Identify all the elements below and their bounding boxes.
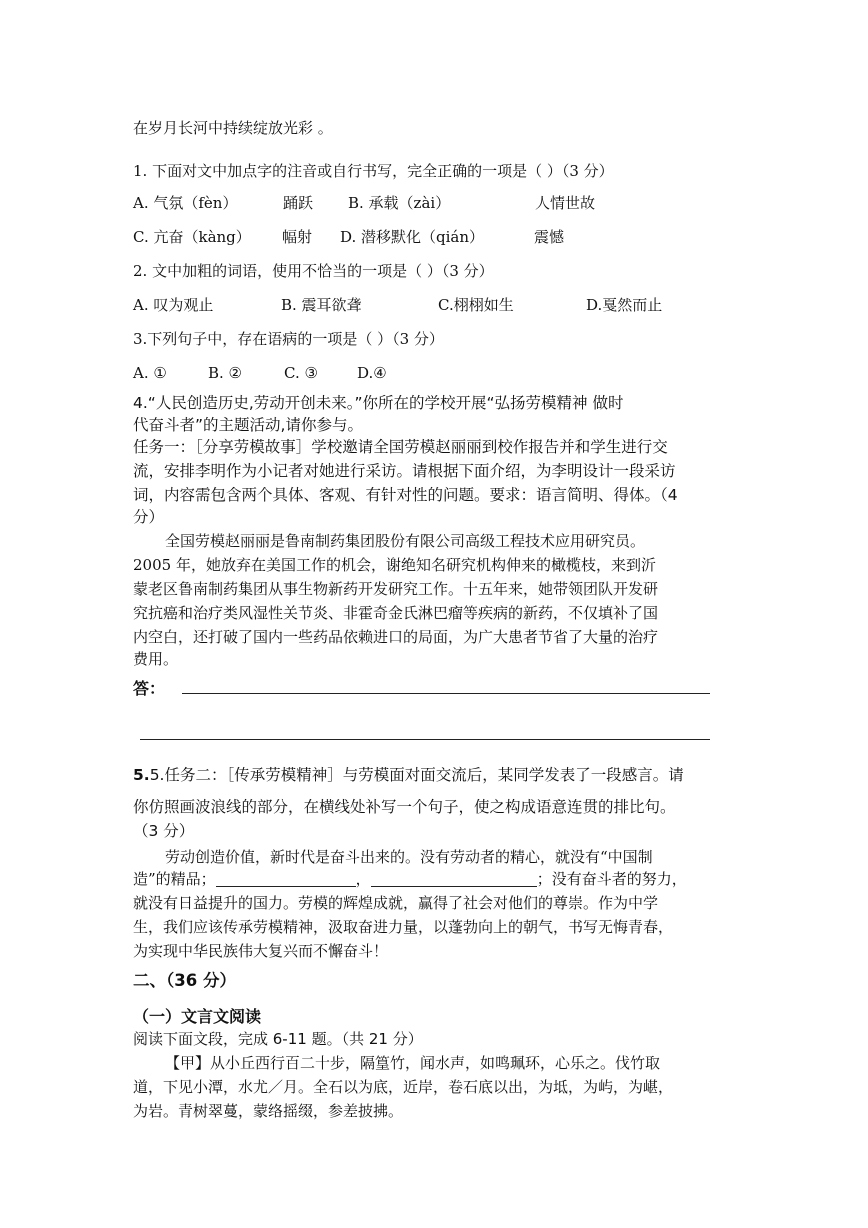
q4-passage-line: 内空白，还打破了国内一些药品依赖进口的局面，为广大患者节省了大量的治疗 (133, 628, 659, 646)
intro-tail: 在岁月长河中持续绽放光彩 。 (133, 119, 333, 137)
q4-task-line2: 流，安排李明作为小记者对她进行采访。请根据下面介绍，为李明设计一段采访 (133, 462, 676, 480)
q4-task-line3: 词，内容需包含两个具体、客观、有针对性的问题。要求：语言简明、得体。（4 (133, 486, 678, 504)
q3-option-a: A. ① (133, 364, 167, 382)
q5-passage-text: ；没有奋斗者的努力， (536, 870, 687, 888)
q4-answer-label: 答： (133, 679, 166, 698)
q2-option-a: A. 叹为观止 (133, 296, 214, 314)
q4-task-line4: 分） (133, 508, 165, 526)
q1-stem: 1. 下面对文中加点字的注音或自行书写，完全正确的一项是（ ）（3 分） (133, 162, 614, 180)
q1-option-d-word: 震憾 (534, 228, 565, 246)
q4-stem-line2: 代奋斗者”的主题活动,请你参与。 (133, 416, 363, 434)
q1-option-a: A. 气氛（fèn） (133, 194, 238, 212)
q2-option-d: D.戛然而止 (586, 296, 663, 314)
q5-stem-text: 5.任务二：［传承劳模精神］与劳模面对面交流后，某同学发表了一段感言。请 (149, 766, 684, 784)
q3-stem: 3.下列句子中，存在语病的一项是（ ）（3 分） (133, 330, 444, 348)
section2-instruction: 阅读下面文段，完成 6-11 题。（共 21 分） (133, 1030, 423, 1048)
classical-text-line: 道，下见小潭，水尤／月。全石以为底，近岸，卷石底以出，为坻，为屿，为嵁， (133, 1078, 674, 1096)
q4-answer-line-1[interactable] (182, 693, 710, 694)
q1-option-a-word: 踊跃 (283, 194, 314, 212)
section2-heading: 二、（36 分） (133, 971, 236, 990)
q5-passage-line2 (133, 868, 687, 890)
q4-passage-line: 2005 年，她放弃在美国工作的机会，谢绝知名研究机构伸来的橄榄枝，来到沂 (133, 556, 656, 574)
q4-passage-line: 费用。 (133, 650, 179, 668)
q5-passage-line1: 劳动创造价值，新时代是奋斗出来的。没有劳动者的精心，就没有“中国制 (165, 848, 653, 866)
classical-text-line: 【甲】从小丘西行百二十步，隔篁竹，闻水声，如鸣珮环，心乐之。伐竹取 (165, 1054, 661, 1072)
q5-fill-blank-1[interactable] (216, 870, 356, 887)
q5-stem-line2: 你仿照画波浪线的部分，在横线处补写一个句子，使之构成语意连贯的排比句。 (133, 798, 676, 816)
q4-task-line1: 任务一：［分享劳模故事］学校邀请全国劳模赵丽丽到校作报告并和学生进行交 (133, 438, 668, 456)
q3-option-b: B. ② (208, 364, 243, 382)
q4-stem-line1: 4.“人民创造历史,劳动开创未来。”你所在的学校开展“弘扬劳模精神 做时 (133, 394, 624, 412)
q2-option-b: B. 震耳欲聋 (281, 296, 362, 314)
q2-option-c: C.栩栩如生 (438, 296, 514, 314)
q1-option-b: B. 承载（zài） (348, 194, 451, 212)
q4-answer-line-2[interactable] (140, 739, 710, 740)
q3-option-c: C. ③ (284, 364, 318, 382)
section2-subheading: （一）文言文阅读 (133, 1007, 262, 1026)
q5-stem-line1 (133, 764, 684, 786)
q5-fill-blank-2[interactable] (371, 870, 537, 887)
q5-passage-line5: 为实现中华民族伟大复兴而不懈奋斗！ (133, 942, 389, 960)
q5-passage-text: 造”的精品； (133, 870, 216, 888)
q5-number: 5. (133, 766, 150, 784)
q4-passage-line: 全国劳模赵丽丽是鲁南制药集团股份有限公司高级工程技术应用研究员。 (165, 532, 646, 550)
q4-passage-line: 究抗癌和治疗类风湿性关节炎、非霍奇金氏淋巴瘤等疾病的新药，不仅填补了国 (133, 604, 659, 622)
q4-passage-line: 蒙老区鲁南制药集团从事生物新药开发研究工作。十五年来，她带领团队开发研 (133, 580, 659, 598)
q5-stem-line3: （3 分） (133, 822, 195, 840)
q1-option-b-word: 人情世故 (535, 194, 596, 212)
q1-option-c-word: 幅射 (282, 228, 313, 246)
q3-option-d: D.④ (357, 364, 387, 382)
classical-text-line: 为岩。青树翠蔓，蒙络摇缀，参差披拂。 (133, 1102, 404, 1120)
q1-option-c: C. 亢奋（kàng） (133, 228, 251, 246)
q5-passage-line3: 就没有日益提升的国力。劳模的辉煌成就，赢得了社会对他们的尊崇。作为中学 (133, 894, 659, 912)
q5-passage-line4: 生，我们应该传承劳模精神，汲取奋进力量，以蓬勃向上的朝气，书写无悔青春， (133, 918, 674, 936)
q5-passage-comma: ， (355, 870, 371, 888)
q1-option-d: D. 潜移默化（qián） (340, 228, 485, 246)
q2-stem: 2. 文中加粗的词语，使用不恰当的一项是（ ）（3 分） (133, 262, 494, 280)
